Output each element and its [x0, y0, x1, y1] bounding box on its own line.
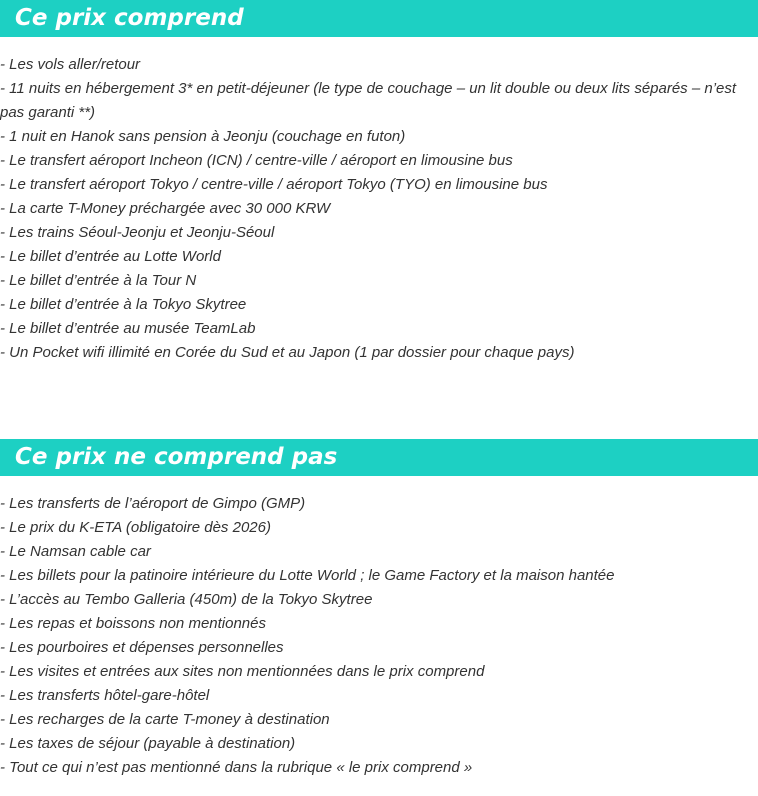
- list-item: - Les repas et boissons non mentionnés: [0, 615, 266, 632]
- list-item: - Le transfert aéroport Incheon (ICN) / centre-ville / aéroport en limousine bus: [0, 152, 513, 169]
- list-item: - Le prix du K-ETA (obligatoire dès 2026): [0, 519, 271, 536]
- list-item: - Les recharges de la carte T-money à destination: [0, 711, 330, 728]
- list-item: - Les visites et entrées aux sites non mentionnées dans le prix comprend: [0, 663, 485, 680]
- list-item: - Le billet d’entrée à la Tokyo Skytree: [0, 296, 247, 313]
- excluded-section-title: Ce prix ne comprend pas: [0, 439, 758, 476]
- list-item: - Tout ce qui n’est pas mentionné dans la rubrique « le prix comprend »: [0, 759, 473, 776]
- list-item: - Les transferts hôtel-gare-hôtel: [0, 687, 210, 704]
- list-item: - Le transfert aéroport Tokyo / centre-ville / aéroport Tokyo (TYO) en limousine bus: [0, 176, 548, 193]
- list-item: - L’accès au Tembo Galleria (450m) de la Tokyo Skytree: [0, 591, 373, 608]
- list-item: - Les trains Séoul-Jeonju et Jeonju-Séoul: [0, 224, 275, 241]
- list-item: - Un Pocket wifi illimité en Corée du Sud et au Japon (1 par dossier pour chaque pays): [0, 344, 575, 361]
- list-item: - Les billets pour la patinoire intérieure du Lotte World ; le Game Factory et la maison hantée: [0, 567, 615, 584]
- included-section-title: Ce prix comprend: [0, 0, 758, 37]
- list-item: - Les taxes de séjour (payable à destination): [0, 735, 296, 752]
- included-list: [0, 53, 758, 365]
- list-item: - 11 nuits en hébergement 3* en petit-déjeuner (le type de couchage – un lit double ou deux lits séparés – n’est pas garanti **): [0, 80, 737, 121]
- list-item: - Le billet d’entrée au Lotte World: [0, 248, 221, 265]
- list-item: - Le Namsan cable car: [0, 543, 151, 560]
- list-item: - 1 nuit en Hanok sans pension à Jeonju (couchage en futon): [0, 128, 406, 145]
- list-item: - Les pourboires et dépenses personnelles: [0, 639, 284, 656]
- list-item: - Le billet d’entrée à la Tour N: [0, 272, 197, 289]
- list-item: - Les transferts de l’aéroport de Gimpo (GMP): [0, 495, 306, 512]
- list-item: - La carte T-Money préchargée avec 30 000 KRW: [0, 200, 331, 217]
- excluded-list: [0, 492, 758, 780]
- list-item: - Le billet d’entrée au musée TeamLab: [0, 320, 256, 337]
- list-item: - Les vols aller/retour: [0, 56, 141, 73]
